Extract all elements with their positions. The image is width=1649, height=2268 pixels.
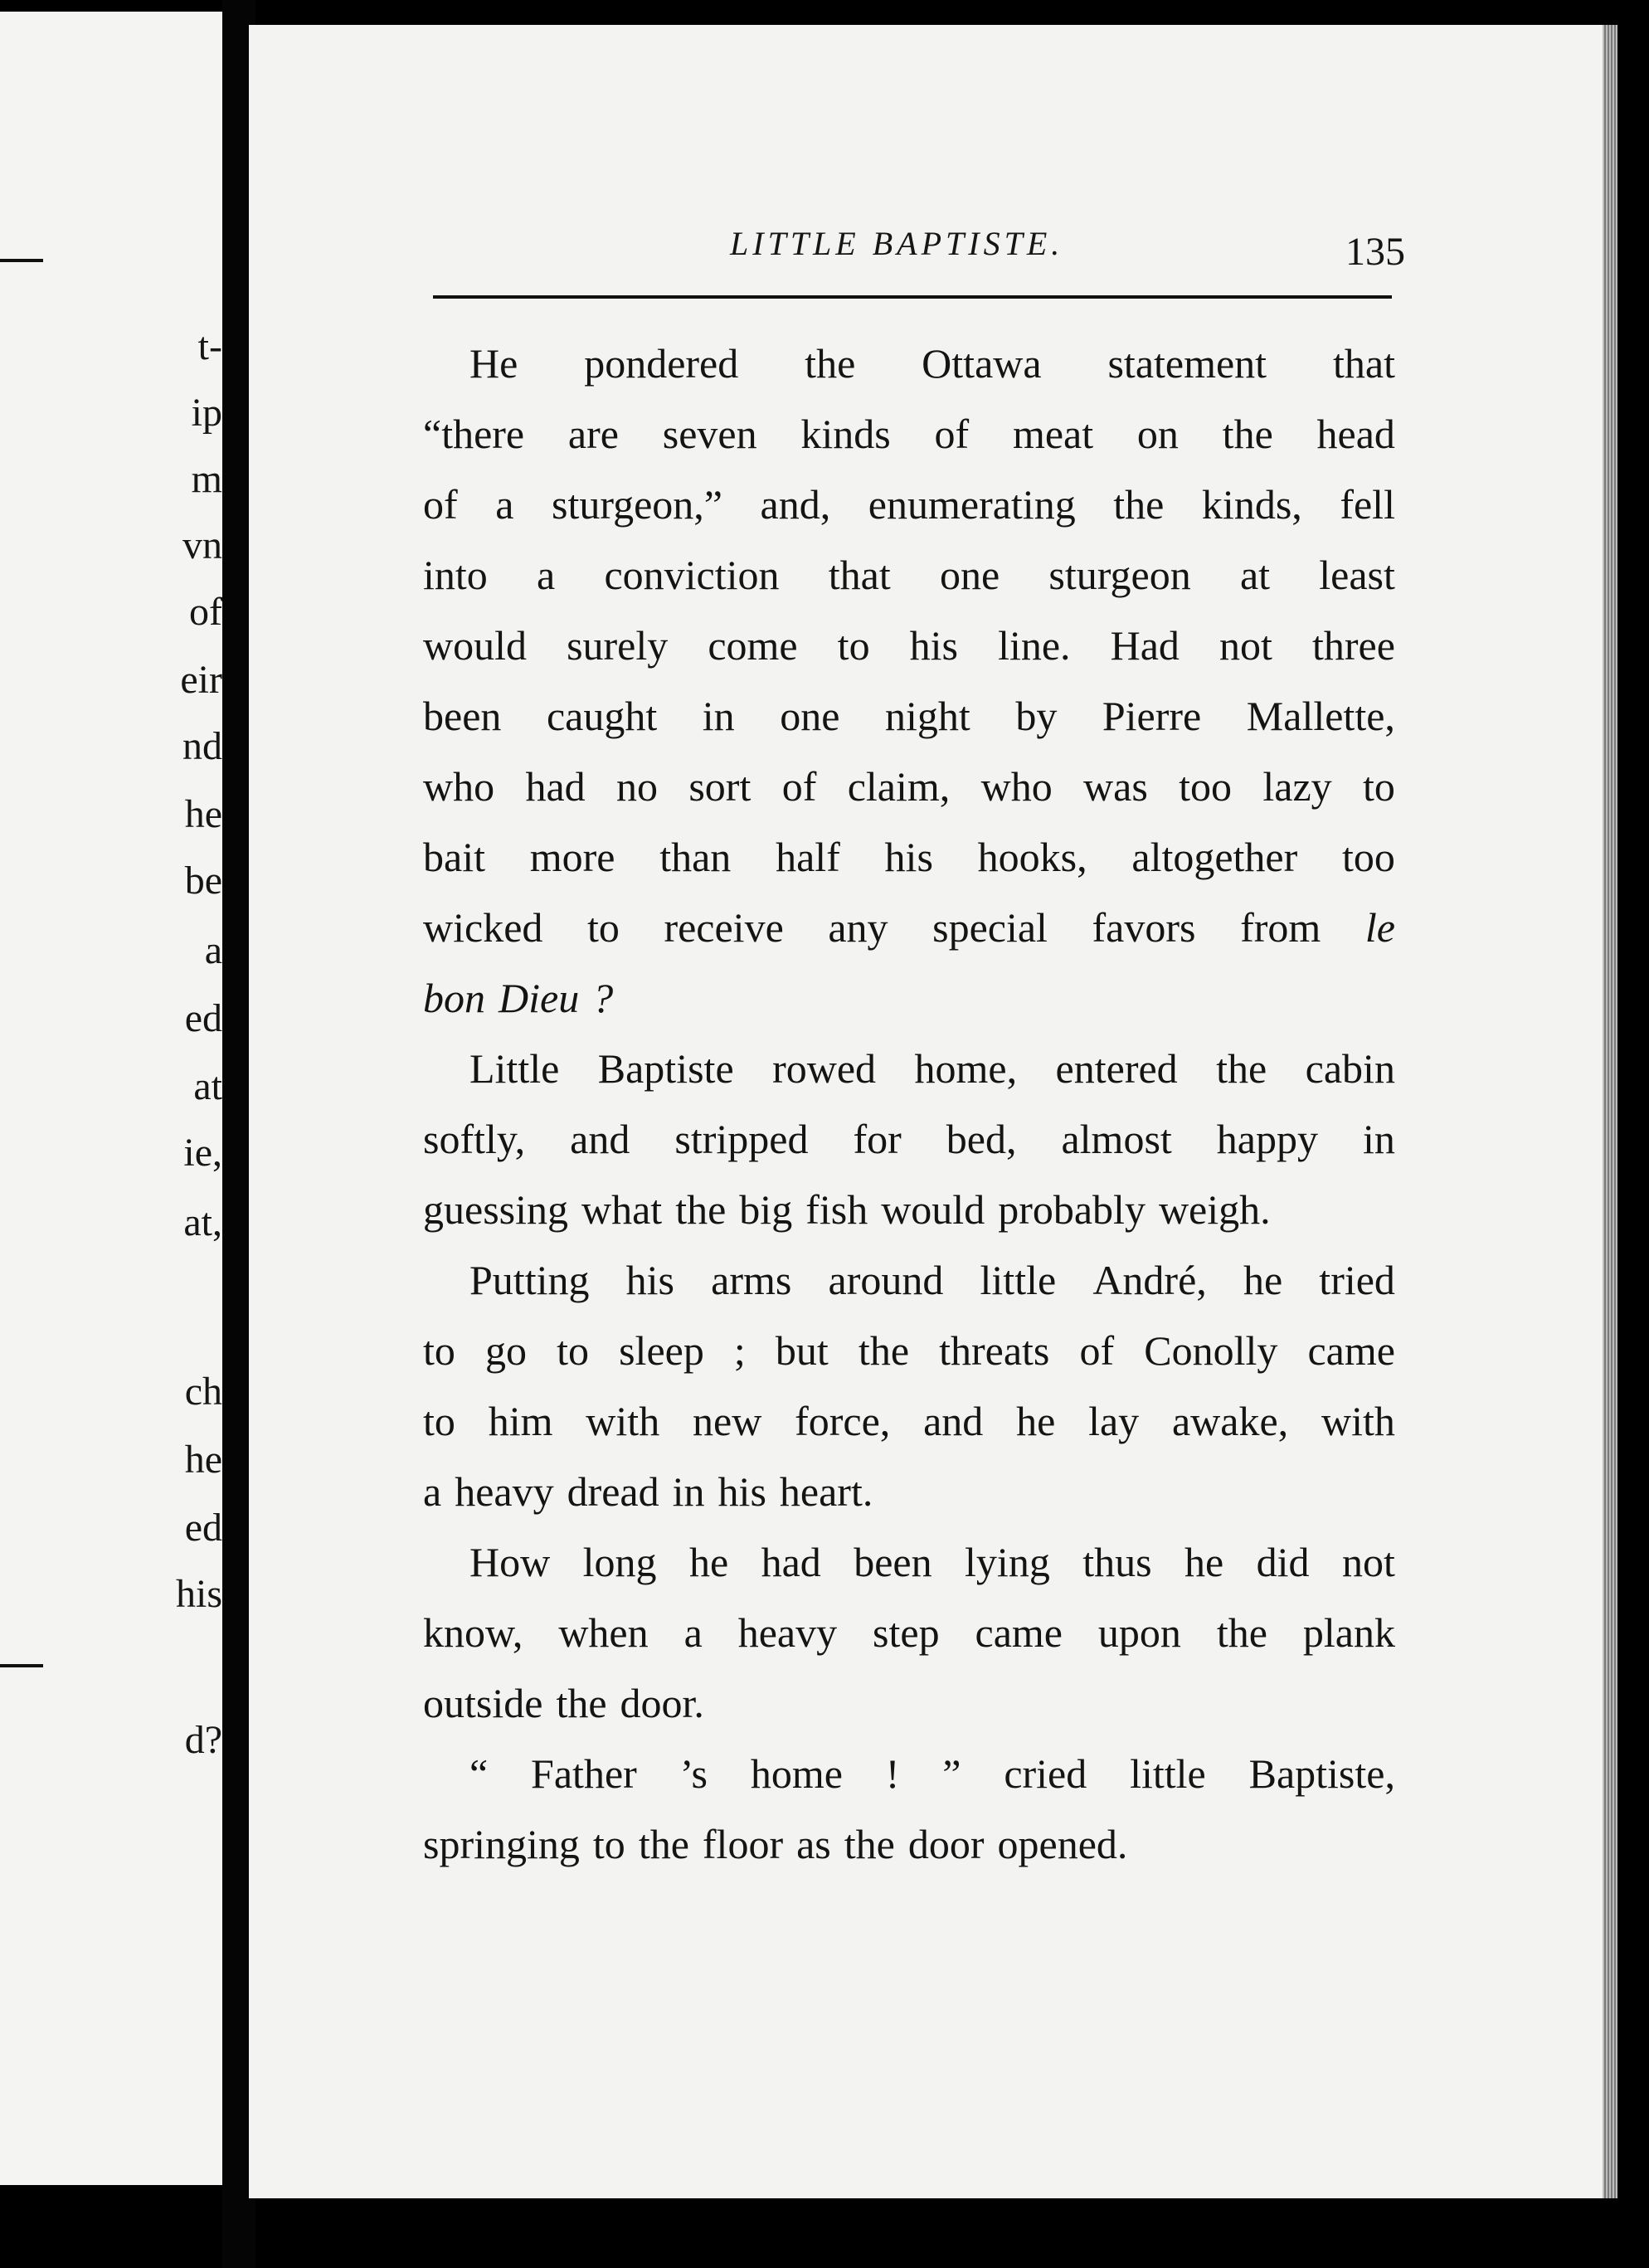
word: been (423, 693, 502, 739)
text-line (423, 1598, 1395, 1668)
word: the (556, 1680, 607, 1726)
word: of (1079, 1327, 1115, 1374)
word: ! (885, 1750, 900, 1797)
word: around (828, 1257, 944, 1303)
left-page-fragment: of (189, 590, 222, 634)
word: are (567, 411, 619, 457)
word: springing (423, 1821, 580, 1867)
left-page-fragment: m (191, 457, 222, 501)
word: probably (998, 1186, 1146, 1233)
word: no (616, 763, 658, 810)
word: to (557, 1327, 589, 1374)
word: dread (567, 1468, 659, 1515)
left-page-edge (0, 12, 222, 2185)
word: know, (423, 1609, 523, 1656)
word: thus (1082, 1539, 1152, 1585)
left-page-fragment: be (184, 859, 222, 903)
text-line (423, 399, 1395, 470)
word: a (537, 552, 556, 598)
word: Mallette, (1246, 693, 1395, 739)
word: that (1332, 340, 1395, 387)
left-page-fragment: ie, (183, 1131, 222, 1175)
word: go (485, 1327, 527, 1374)
word: three (1311, 622, 1395, 669)
left-page-fragment: he (184, 1438, 222, 1482)
word: his (625, 1257, 674, 1303)
word: the (844, 1821, 895, 1867)
word: arms (711, 1257, 792, 1303)
word: in (672, 1468, 705, 1515)
header-rule (433, 295, 1392, 299)
word: stripped (674, 1116, 809, 1162)
word: one (780, 693, 840, 739)
left-page-fragment: ed (184, 996, 222, 1040)
word: of (781, 763, 817, 810)
word: of (423, 481, 458, 528)
word: to (837, 622, 870, 669)
word: conviction (604, 552, 780, 598)
word: entered (1055, 1045, 1178, 1092)
word: in (702, 693, 735, 739)
word: Dieu (499, 975, 580, 1021)
word: to (592, 1821, 625, 1867)
word: enumerating (868, 481, 1076, 528)
word: from (1240, 904, 1321, 951)
left-page-fragment: ch (184, 1370, 222, 1414)
word: the (1216, 1045, 1267, 1092)
word: favors (1092, 904, 1196, 951)
word: came (975, 1609, 1063, 1656)
word: came (1307, 1327, 1395, 1374)
word: Putting (469, 1257, 590, 1303)
word: had (525, 763, 586, 810)
text-line (423, 470, 1395, 540)
word: to (423, 1327, 455, 1374)
text-line (423, 1739, 1395, 1809)
word: not (1219, 622, 1272, 669)
word: one (939, 552, 1000, 598)
word: Had (1110, 622, 1180, 669)
word: who (980, 763, 1053, 810)
page-number: 135 (1345, 230, 1405, 274)
word: step (873, 1609, 940, 1656)
word: the (1113, 481, 1165, 528)
word: “there (423, 411, 525, 457)
word: but (775, 1327, 829, 1374)
word: to (586, 904, 620, 951)
text-line (423, 1809, 1395, 1880)
word: to (423, 1398, 455, 1444)
word: and (923, 1398, 984, 1444)
word: the (1222, 411, 1273, 457)
word: tried (1319, 1257, 1395, 1303)
word: How (469, 1539, 551, 1585)
text-line (423, 822, 1395, 893)
word: head (1316, 411, 1395, 457)
word: kinds (800, 411, 891, 457)
word: in (1363, 1116, 1395, 1162)
left-page-rule-bottom (0, 1664, 43, 1667)
word: at (1239, 552, 1271, 598)
word: heavy (737, 1609, 838, 1656)
word: the (1216, 1609, 1267, 1656)
word: least (1319, 552, 1395, 598)
word: sturgeon,” (551, 481, 722, 528)
word: threats (939, 1327, 1050, 1374)
word: meat (1012, 411, 1094, 457)
text-line (423, 611, 1395, 681)
text-line (423, 1457, 1395, 1527)
word: the (638, 1821, 689, 1867)
text-line (423, 681, 1395, 752)
word: statement (1107, 340, 1267, 387)
word: bon (423, 975, 485, 1021)
word: cabin (1305, 1045, 1395, 1092)
word: bait (423, 834, 485, 880)
word: surely (567, 622, 669, 669)
word: of (934, 411, 970, 457)
word: home (750, 1750, 843, 1797)
word: fish (805, 1186, 868, 1233)
word: altogether (1131, 834, 1298, 880)
word: did (1256, 1539, 1310, 1585)
word: a (423, 1468, 442, 1515)
word: long (582, 1539, 657, 1585)
word: would (423, 622, 527, 669)
left-page-fragment: a (204, 928, 222, 972)
word: Baptiste (597, 1045, 734, 1092)
word: a (683, 1609, 703, 1656)
word: big (739, 1186, 793, 1233)
word: le (1364, 904, 1395, 951)
word: who (423, 763, 495, 810)
word: Ottawa (922, 340, 1042, 387)
word: Conolly (1144, 1327, 1278, 1374)
word: the (675, 1186, 727, 1233)
word: that (828, 552, 891, 598)
body-text (423, 329, 1395, 1880)
word: home, (914, 1045, 1018, 1092)
word: the (805, 340, 856, 387)
word: he (688, 1539, 729, 1585)
word: when (558, 1609, 649, 1656)
word: special (932, 904, 1048, 951)
word: claim, (847, 763, 951, 810)
word: as (796, 1821, 831, 1867)
word: to (1363, 763, 1395, 810)
left-page-fragment: he (184, 792, 222, 836)
word: fell (1340, 481, 1395, 528)
word: lay (1088, 1398, 1140, 1444)
word: He (469, 340, 518, 387)
word: guessing (423, 1186, 568, 1233)
left-page-fragment: at, (183, 1200, 222, 1244)
word: happy (1216, 1116, 1318, 1162)
running-title: LITTLE BAPTISTE. (730, 225, 1064, 262)
word: into (423, 552, 488, 598)
word: sleep (619, 1327, 704, 1374)
word: any (828, 904, 888, 951)
word: bed, (946, 1116, 1017, 1162)
word: pondered (584, 340, 739, 387)
word: been (854, 1539, 932, 1585)
word: lying (965, 1539, 1050, 1585)
word: his (884, 834, 933, 880)
word: Baptiste, (1248, 1750, 1395, 1797)
text-line (423, 1316, 1395, 1386)
word: kinds, (1201, 481, 1302, 528)
word: new (693, 1398, 762, 1444)
text-line (423, 1668, 1395, 1739)
word: floor (702, 1821, 784, 1867)
left-page-fragment: at (193, 1064, 222, 1108)
word: “ (469, 1750, 489, 1797)
word: rowed (772, 1045, 877, 1092)
word: his (909, 622, 958, 669)
word: door (907, 1821, 985, 1867)
text-line (423, 329, 1395, 399)
word: half (776, 834, 840, 880)
word: with (586, 1398, 660, 1444)
text-line (423, 1034, 1395, 1104)
word: on (1136, 411, 1179, 457)
word: outside (423, 1680, 543, 1726)
word: ’s (679, 1750, 708, 1797)
word: for (853, 1116, 902, 1162)
word: Little (469, 1045, 560, 1092)
word: door. (620, 1680, 704, 1726)
word: heavy (455, 1468, 554, 1515)
left-page-fragment: ip (191, 391, 222, 435)
word: force, (795, 1398, 891, 1444)
left-page-fragment: eir (180, 658, 222, 702)
text-line (423, 1386, 1395, 1457)
word: wicked (423, 904, 543, 951)
word: he (1184, 1539, 1224, 1585)
word: opened. (997, 1821, 1128, 1867)
page-edges (1603, 25, 1617, 2198)
left-page-rule-top (0, 259, 43, 262)
word: little (980, 1257, 1057, 1303)
word: come (708, 622, 798, 669)
word: Father (531, 1750, 637, 1797)
word: plank (1302, 1609, 1395, 1656)
word: night (884, 693, 970, 739)
word: ? (592, 975, 614, 1021)
word: not (1341, 1539, 1395, 1585)
word: hooks, (977, 834, 1087, 880)
word: lazy (1262, 763, 1332, 810)
left-page-fragment: d? (184, 1718, 222, 1762)
word: receive (664, 904, 784, 951)
word: almost (1061, 1116, 1172, 1162)
word: a (495, 481, 514, 528)
word: sturgeon (1048, 552, 1191, 598)
word: had (761, 1539, 821, 1585)
word: André, (1092, 1257, 1207, 1303)
word: and, (760, 481, 831, 528)
word: by (1015, 693, 1058, 739)
word: seven (662, 411, 757, 457)
word: his (717, 1468, 766, 1515)
word: line. (998, 622, 1071, 669)
word: too (1342, 834, 1395, 880)
word: ; (733, 1327, 746, 1374)
text-line (423, 1527, 1395, 1598)
word: the (858, 1327, 910, 1374)
word: cried (1004, 1750, 1087, 1797)
word: and (570, 1116, 630, 1162)
word: him (488, 1398, 553, 1444)
text-line (423, 752, 1395, 822)
word: was (1083, 763, 1148, 810)
word: ” (942, 1750, 961, 1797)
word: awake, (1171, 1398, 1289, 1444)
word: than (659, 834, 732, 880)
left-page-fragment: vn (182, 523, 222, 567)
left-page-fragment: ed (184, 1506, 222, 1550)
text-line (423, 1175, 1395, 1245)
left-page-fragment: his (175, 1572, 222, 1616)
left-page-fragment: nd (182, 724, 222, 768)
text-line (423, 893, 1395, 963)
word: would (881, 1186, 985, 1233)
word: Pierre (1102, 693, 1202, 739)
word: upon (1097, 1609, 1181, 1656)
word: little (1130, 1750, 1206, 1797)
word: with (1321, 1398, 1395, 1444)
text-line (423, 540, 1395, 611)
word: weigh. (1158, 1186, 1271, 1233)
right-page (249, 25, 1617, 2198)
word: too (1179, 763, 1233, 810)
text-line (423, 963, 1395, 1034)
word: softly, (423, 1116, 526, 1162)
word: caught (546, 693, 658, 739)
text-line (423, 1245, 1395, 1316)
word: he (1016, 1398, 1056, 1444)
word: heart. (779, 1468, 873, 1515)
word: he (1243, 1257, 1283, 1303)
word: sort (688, 763, 752, 810)
word: more (529, 834, 615, 880)
text-line (423, 1104, 1395, 1175)
left-page-fragment: t- (197, 324, 222, 368)
word: what (581, 1186, 663, 1233)
